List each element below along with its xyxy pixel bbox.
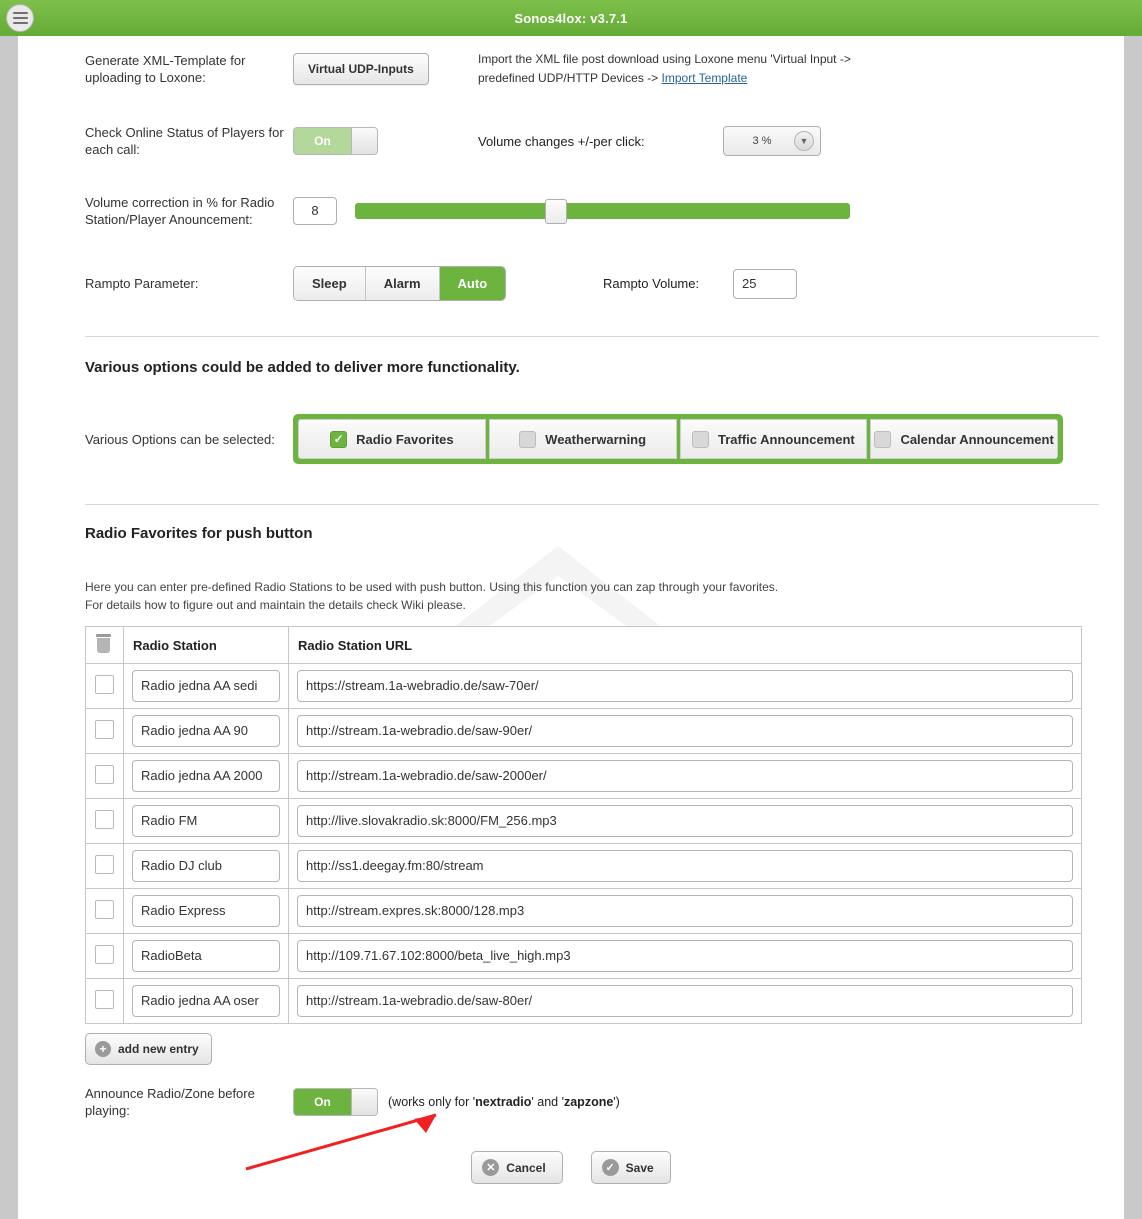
station-input[interactable]: Radio DJ club xyxy=(132,850,280,882)
xml-template-label: Generate XML-Template for uploading to Loxone: xyxy=(85,53,246,85)
url-input[interactable]: http://stream.1a-webradio.de/saw-2000er/ xyxy=(297,760,1073,792)
station-input[interactable]: Radio jedna AA sedi xyxy=(132,670,280,702)
station-cell xyxy=(124,709,289,754)
volume-correction-label: Volume correction in % for Radio Station/Player Anouncement: xyxy=(85,195,275,227)
option-label-traffic-announcement: Traffic Announcement xyxy=(717,431,855,447)
rampto-segmented-control[interactable] xyxy=(293,266,506,301)
station-input[interactable]: Radio jedna AA oser xyxy=(132,985,280,1017)
add-new-entry-button[interactable] xyxy=(85,1033,212,1065)
checkbox-calendar-announcement[interactable] xyxy=(874,431,891,448)
checkbox-radio-favorites[interactable]: ✓ xyxy=(330,431,347,448)
url-input[interactable]: http://stream.1a-webradio.de/saw-90er/ xyxy=(297,715,1073,747)
announce-toggle-label: On xyxy=(294,1089,351,1115)
url-cell xyxy=(289,979,1082,1024)
online-status-toggle[interactable] xyxy=(293,127,378,155)
virtual-udp-inputs-button[interactable]: Virtual UDP-Inputs xyxy=(293,53,429,85)
station-cell xyxy=(124,664,289,709)
url-cell xyxy=(289,754,1082,799)
rampto-option-sleep[interactable]: Sleep xyxy=(294,267,366,300)
url-input[interactable]: https://stream.1a-webradio.de/saw-70er/ xyxy=(297,670,1073,702)
row-checkbox[interactable] xyxy=(95,990,114,1009)
row-select-cell[interactable] xyxy=(86,709,124,754)
table-row xyxy=(86,979,1082,1024)
volume-correction-slider[interactable] xyxy=(355,203,850,219)
station-input[interactable]: Radio jedna AA 2000 xyxy=(132,760,280,792)
xml-note-line1: Import the XML file post download using Loxone menu 'Virtual Input -> xyxy=(478,52,851,66)
toggle-knob xyxy=(351,128,377,154)
hint-bold-nextradio: nextradio xyxy=(475,1095,532,1109)
table-row xyxy=(86,664,1082,709)
options-label: Various Options can be selected: xyxy=(85,431,275,447)
table-row xyxy=(86,799,1082,844)
cancel-button[interactable] xyxy=(471,1151,562,1184)
settings-page xyxy=(18,36,1124,1219)
station-cell xyxy=(124,934,289,979)
rampto-volume-input[interactable]: 25 xyxy=(733,269,797,299)
radio-table-body xyxy=(86,664,1082,1024)
announce-hint xyxy=(388,1095,620,1109)
row-select-cell[interactable] xyxy=(86,934,124,979)
url-cell xyxy=(289,799,1082,844)
url-input[interactable]: http://stream.expres.sk:8000/128.mp3 xyxy=(297,895,1073,927)
checkbox-traffic-announcement[interactable] xyxy=(692,431,709,448)
online-status-label: Check Online Status of Players for each call: xyxy=(85,125,284,157)
url-input[interactable]: http://109.71.67.102:8000/beta_live_high.mp3 xyxy=(297,940,1073,972)
slider-handle[interactable] xyxy=(545,199,567,224)
rampto-option-alarm[interactable]: Alarm xyxy=(366,267,440,300)
url-input[interactable]: http://stream.1a-webradio.de/saw-80er/ xyxy=(297,985,1073,1017)
radio-favorites-table xyxy=(85,626,1082,1024)
row-checkbox[interactable] xyxy=(95,675,114,694)
table-row xyxy=(86,844,1082,889)
volume-changes-label: Volume changes +/-per click: xyxy=(478,133,645,149)
footer-buttons xyxy=(18,1151,1124,1184)
volume-correction-row xyxy=(18,158,1124,228)
option-radio-favorites[interactable] xyxy=(298,419,486,459)
rampto-label: Rampto Parameter: xyxy=(85,276,199,291)
rampto-row xyxy=(18,228,1124,301)
station-input[interactable]: Radio jedna AA 90 xyxy=(132,715,280,747)
option-calendar-announcement[interactable] xyxy=(870,419,1058,459)
station-cell xyxy=(124,844,289,889)
table-header-row xyxy=(86,627,1082,664)
checkbox-weatherwarning[interactable] xyxy=(519,431,536,448)
row-checkbox[interactable] xyxy=(95,765,114,784)
window-title: Sonos4lox: v3.7.1 xyxy=(514,10,628,26)
announce-toggle[interactable] xyxy=(293,1088,378,1116)
close-icon: ✕ xyxy=(482,1159,499,1176)
station-input[interactable]: RadioBeta xyxy=(132,940,280,972)
xml-template-note xyxy=(478,50,851,88)
row-checkbox[interactable] xyxy=(95,945,114,964)
option-label-weatherwarning: Weatherwarning xyxy=(545,431,647,447)
option-label-calendar-announcement: Calendar Announcement xyxy=(900,431,1054,447)
row-checkbox[interactable] xyxy=(95,810,114,829)
radio-desc-line1: Here you can enter pre-defined Radio Stations to be used with push button. Using this function you can zap through your favorites. xyxy=(85,580,779,594)
column-header-station: Radio Station xyxy=(124,627,289,664)
import-template-link[interactable]: Import Template xyxy=(661,71,748,85)
url-cell xyxy=(289,844,1082,889)
plus-icon: + xyxy=(95,1041,111,1057)
column-header-url: Radio Station URL xyxy=(289,627,1082,664)
check-icon: ✓ xyxy=(602,1159,619,1176)
save-label: Save xyxy=(625,1160,654,1175)
table-row xyxy=(86,934,1082,979)
rampto-volume-label: Rampto Volume: xyxy=(603,276,700,291)
volume-correction-input[interactable]: 8 xyxy=(293,197,337,225)
row-select-cell[interactable] xyxy=(86,754,124,799)
hint-middle: ' and ' xyxy=(531,1095,564,1109)
row-select-cell[interactable] xyxy=(86,664,124,709)
title-bar xyxy=(0,0,1142,36)
station-input[interactable]: Radio Express xyxy=(132,895,280,927)
table-row xyxy=(86,754,1082,799)
radio-desc-line2: For details how to figure out and maintain the details check Wiki please. xyxy=(85,598,466,612)
table-row xyxy=(86,889,1082,934)
volume-changes-select[interactable] xyxy=(723,126,821,156)
chevron-down-icon: ▼ xyxy=(794,131,814,151)
hint-bold-zapzone: zapzone xyxy=(563,1095,614,1109)
url-cell xyxy=(289,889,1082,934)
row-checkbox[interactable] xyxy=(95,900,114,919)
url-cell xyxy=(289,934,1082,979)
add-new-entry-label: add new entry xyxy=(118,1042,199,1056)
options-row xyxy=(18,376,1124,464)
announce-row xyxy=(18,1065,1124,1119)
online-status-row xyxy=(18,88,1124,158)
toggle-knob xyxy=(351,1089,377,1115)
option-weatherwarning[interactable] xyxy=(489,419,677,459)
url-input[interactable]: http://ss1.deegay.fm:80/stream xyxy=(297,850,1073,882)
row-select-cell[interactable] xyxy=(86,844,124,889)
xml-note-line2: predefined UDP/HTTP Devices -> xyxy=(478,71,662,85)
option-traffic-announcement[interactable] xyxy=(680,419,868,459)
url-input[interactable]: http://live.slovakradio.sk:8000/FM_256.mp3 xyxy=(297,805,1073,837)
url-cell xyxy=(289,709,1082,754)
radio-favorites-heading: Radio Favorites for push button xyxy=(85,525,313,542)
xml-template-row xyxy=(18,36,1124,88)
save-button[interactable] xyxy=(591,1151,671,1184)
trash-icon[interactable] xyxy=(95,634,112,653)
hint-prefix: (works only for ' xyxy=(388,1095,476,1109)
row-select-cell[interactable] xyxy=(86,799,124,844)
options-bar xyxy=(293,414,1063,464)
announce-label: Announce Radio/Zone before playing: xyxy=(85,1086,255,1118)
row-checkbox[interactable] xyxy=(95,855,114,874)
url-cell xyxy=(289,664,1082,709)
rampto-option-auto[interactable]: Auto xyxy=(440,267,506,300)
hint-suffix: ') xyxy=(613,1095,620,1109)
delete-column-header[interactable] xyxy=(86,627,124,664)
volume-changes-value: 3 % xyxy=(752,135,772,147)
cancel-label: Cancel xyxy=(506,1160,546,1175)
station-input[interactable]: Radio FM xyxy=(132,805,280,837)
station-cell xyxy=(124,889,289,934)
table-row xyxy=(86,709,1082,754)
station-cell xyxy=(124,799,289,844)
options-heading: Various options could be added to deliver more functionality. xyxy=(85,359,520,376)
row-checkbox[interactable] xyxy=(95,720,114,739)
station-cell xyxy=(124,979,289,1024)
option-label-radio-favorites: Radio Favorites xyxy=(356,431,454,447)
station-cell xyxy=(124,754,289,799)
radio-description xyxy=(18,542,1124,614)
row-select-cell[interactable] xyxy=(86,889,124,934)
online-status-toggle-label: On xyxy=(294,128,351,154)
row-select-cell[interactable] xyxy=(86,979,124,1024)
